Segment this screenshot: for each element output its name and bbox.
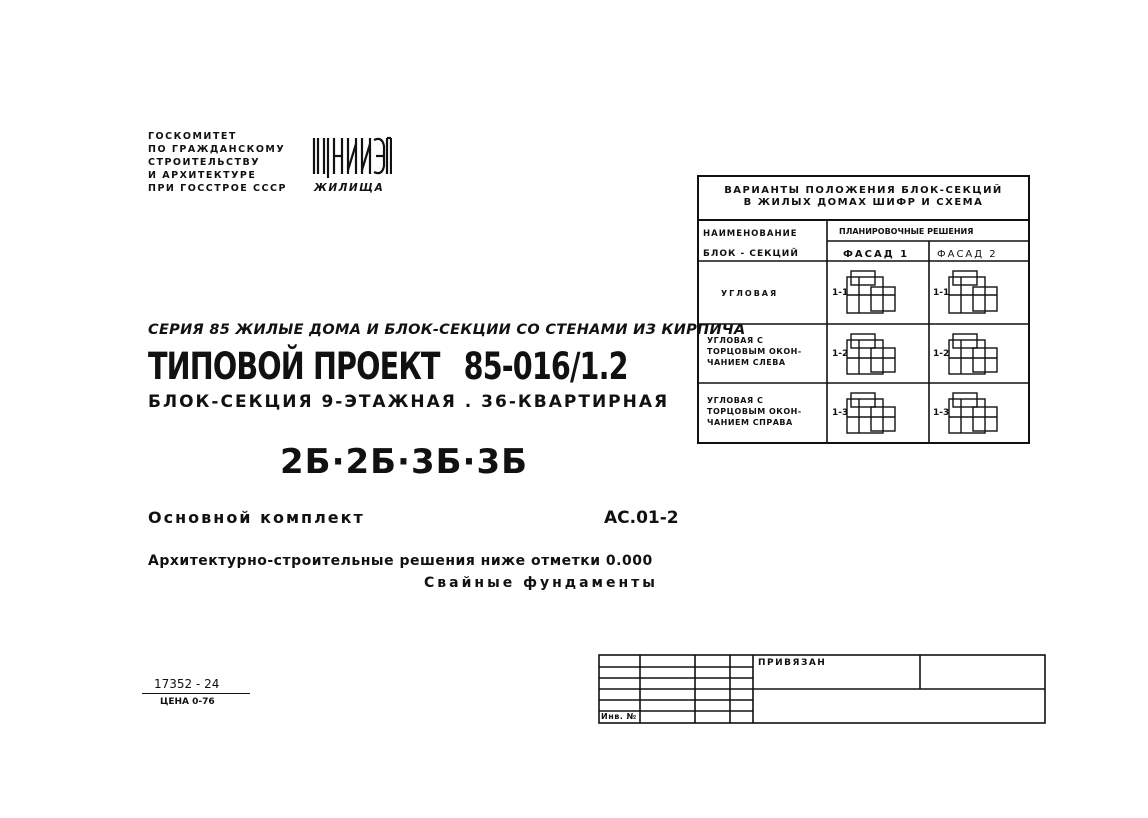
kit-code: АС.01-2 bbox=[604, 508, 679, 528]
organization-name bbox=[148, 130, 287, 195]
col-facade-2: ФАСАД 2 bbox=[937, 249, 998, 260]
project-number: 85-016/1.2 bbox=[463, 345, 628, 388]
row-2-name bbox=[707, 335, 802, 368]
org-line: ПО ГРАЖДАНСКОМУ bbox=[148, 144, 286, 155]
title-label: ТИПОВОЙ ПРОЕКТ bbox=[148, 345, 440, 388]
binding-stamp bbox=[598, 654, 1046, 724]
org-line: СТРОИТЕЛЬСТВУ bbox=[148, 157, 261, 168]
row-2-name-line: ЧАНИЕМ СЛЕВА bbox=[707, 358, 786, 367]
description-line-1: Архитектурно-строительные решения ниже отметки 0.000 bbox=[148, 553, 653, 569]
row-3-name-line: УГЛОВАЯ С bbox=[707, 396, 764, 405]
org-line: ПРИ ГОССТРОЕ СССР bbox=[148, 183, 287, 194]
inventory-number: 17352 - 24 bbox=[154, 677, 220, 691]
row-3-tag-1: 1-3 bbox=[832, 408, 849, 418]
inventory-divider bbox=[142, 693, 250, 694]
row-2-name-line: ТОРЦОВЫМ ОКОН- bbox=[707, 347, 802, 356]
row-2-tag-1: 1-2 bbox=[832, 349, 849, 359]
project-title bbox=[148, 345, 628, 388]
plan-schemes bbox=[847, 271, 997, 433]
col-plan-header: ПЛАНИРОВОЧНЫЕ РЕШЕНИЯ bbox=[839, 227, 974, 236]
block-section-subtitle: БЛОК-СЕКЦИЯ 9-ЭТАЖНАЯ . 36-КВАРТИРНАЯ bbox=[148, 392, 670, 412]
row-3-name bbox=[707, 395, 802, 428]
row-3-name-line: ЧАНИЕМ СПРАВА bbox=[707, 418, 793, 427]
row-1-name: УГЛОВАЯ bbox=[721, 289, 779, 298]
header-line: В ЖИЛЫХ ДОМАХ ШИФР И СХЕМА bbox=[743, 197, 984, 208]
row-3-name-line: ТОРЦОВЫМ ОКОН- bbox=[707, 407, 802, 416]
section-codes: 2Б·2Б·3Б·3Б bbox=[280, 442, 529, 482]
row-2-tag-2: 1-2 bbox=[933, 349, 950, 359]
series-line: СЕРИЯ 85 ЖИЛЫЕ ДОМА И БЛОК-СЕКЦИИ СО СТЕНАМИ ИЗ КИРПИЧА bbox=[148, 322, 746, 338]
row-1-tag-2: 1-1 bbox=[933, 288, 950, 298]
inventory-label: Инв. № bbox=[601, 712, 637, 721]
header-line: ВАРИАНТЫ ПОЛОЖЕНИЯ БЛОК-СЕКЦИЙ bbox=[724, 185, 1003, 196]
institute-logo bbox=[312, 134, 392, 180]
variants-table bbox=[697, 175, 1030, 444]
logo-subtitle: ЖИЛИЩА bbox=[314, 182, 385, 194]
col-name-line-1: НАИМЕНОВАНИЕ bbox=[703, 229, 798, 239]
price-label: ЦЕНА 0-76 bbox=[160, 697, 215, 707]
bound-label: ПРИВЯЗАН bbox=[758, 658, 827, 668]
org-line: ГОСКОМИТЕТ bbox=[148, 131, 237, 142]
description-line-2: Свайные фундаменты bbox=[424, 575, 658, 591]
col-facade-1: ФАСАД 1 bbox=[843, 249, 910, 260]
org-line: И АРХИТЕКТУРЕ bbox=[148, 170, 257, 181]
kit-label: Основной комплект bbox=[148, 508, 365, 527]
row-3-tag-2: 1-3 bbox=[933, 408, 950, 418]
row-2-name-line: УГЛОВАЯ С bbox=[707, 336, 764, 345]
col-name-line-2: БЛОК - СЕКЦИЙ bbox=[703, 249, 799, 259]
row-1-tag-1: 1-1 bbox=[832, 288, 849, 298]
